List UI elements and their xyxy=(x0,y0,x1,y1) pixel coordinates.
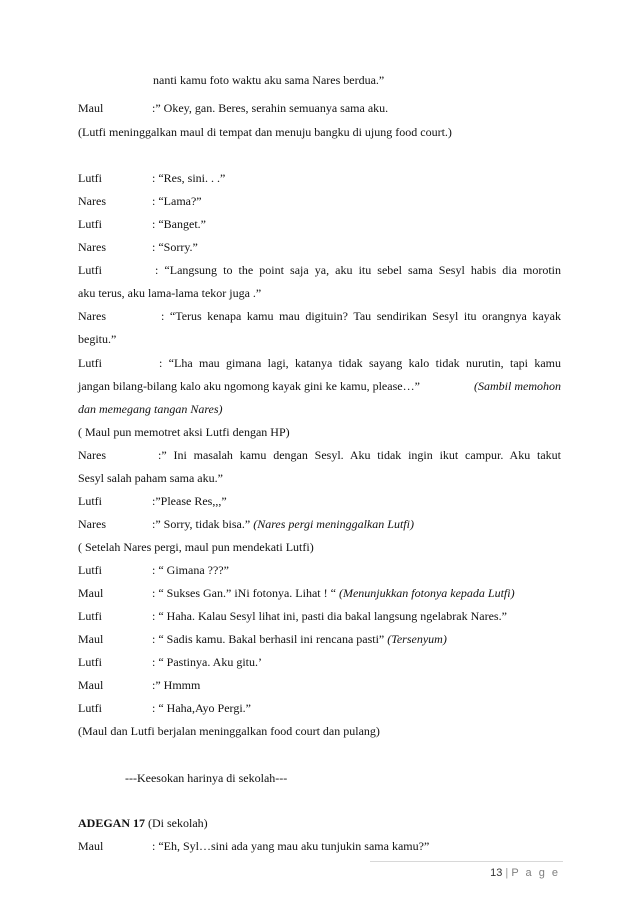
dialogue-text: :” Okey, gan. Beres, serahin semuanya sama aku. xyxy=(152,101,389,115)
speaker-name: Maul xyxy=(78,678,104,692)
dialogue-text: :” Ini masalah kamu dengan Sesyl. Aku tidak ingin ikut campur. Aku takut xyxy=(158,448,561,462)
dialogue-line-continuation: Sesyl salah paham sama aku.” xyxy=(78,471,223,485)
dialogue-text: : “Terus kenapa kamu mau digituin? Tau sendirikan Sesyl itu orangnya kayak xyxy=(161,309,561,323)
speaker-name: Lutfi xyxy=(78,563,102,577)
dialogue-text: : “Langsung to the point saja ya, aku itu sebel sama Sesyl habis dia morotin xyxy=(155,263,561,277)
dialogue-text: : “Sorry.” xyxy=(152,240,198,254)
dialogue-text: : “ Haha. Kalau Sesyl lihat ini, pasti dia bakal langsung ngelabrak Nares.” xyxy=(152,609,507,623)
speaker-name: Lutfi xyxy=(78,356,102,370)
dialogue-line-continuation: aku terus, aku lama-lama tekor juga .” xyxy=(78,286,262,300)
dialogue-text: : “Lha mau gimana lagi, katanya tidak sayang kalo tidak nurutin, tapi kamu xyxy=(159,356,561,370)
stage-direction: ( Setelah Nares pergi, maul pun mendekati Lutfi) xyxy=(78,540,314,554)
dialogue-text: : “ Sadis kamu. Bakal berhasil ini rencana pasti” xyxy=(152,632,385,646)
stage-direction-inline: (Nares pergi meninggalkan Lutfi) xyxy=(253,517,414,531)
scene-transition: ---Keesokan harinya di sekolah--- xyxy=(125,771,288,785)
dialogue-text: : “Banget.” xyxy=(152,217,206,231)
stage-direction-inline: (Menunjukkan fotonya kepada Lutfi) xyxy=(338,586,515,600)
dialogue-line-continuation xyxy=(78,379,561,393)
speaker-name: Maul xyxy=(78,101,104,115)
scene-heading xyxy=(78,816,208,830)
speaker-name: Lutfi xyxy=(78,263,102,277)
speaker-name: Maul xyxy=(78,839,104,853)
stage-direction: ( Maul pun memotret aksi Lutfi dengan HP) xyxy=(78,425,290,439)
dialogue-text: : “ Pastinya. Aku gitu.’ xyxy=(152,655,262,669)
speaker-name: Lutfi xyxy=(78,701,102,715)
dialogue-line-continuation: nanti kamu foto waktu aku sama Nares berdua.” xyxy=(153,73,385,87)
speaker-name: Lutfi xyxy=(78,655,102,669)
scene-number: ADEGAN 17 xyxy=(78,816,146,830)
dialogue-text: : “ Haha,Ayo Pergi.” xyxy=(152,701,251,715)
dialogue-text: :” Sorry, tidak bisa.” xyxy=(152,517,251,531)
speaker-name: Nares xyxy=(78,448,106,462)
dialogue-text: jangan bilang-bilang kalo aku ngomong kayak gini ke kamu, please…” xyxy=(78,379,420,393)
dialogue-text: :” Hmmm xyxy=(152,678,201,692)
dialogue-text: : “ Sukses Gan.” iNi fotonya. Lihat ! “ xyxy=(152,586,336,600)
dialogue-line-continuation: begitu.” xyxy=(78,332,117,346)
speaker-name: Lutfi xyxy=(78,609,102,623)
page-label: P a g e xyxy=(511,867,560,879)
stage-direction-inline: dan memegang tangan Nares) xyxy=(78,402,223,416)
speaker-name: Nares xyxy=(78,309,106,323)
footer-rule xyxy=(370,861,563,862)
dialogue-text: : “ Gimana ???” xyxy=(152,563,229,577)
page-footer xyxy=(490,867,560,879)
speaker-name: Lutfi xyxy=(78,217,102,231)
speaker-name: Lutfi xyxy=(78,171,102,185)
speaker-name: Lutfi xyxy=(78,494,102,508)
stage-direction-inline: (Tersenyum) xyxy=(387,632,447,646)
speaker-name: Nares xyxy=(78,194,106,208)
speaker-name: Maul xyxy=(78,586,104,600)
speaker-name: Maul xyxy=(78,632,104,646)
stage-direction-inline: (Sambil memohon xyxy=(474,379,561,393)
page-number: 13 xyxy=(490,867,503,879)
footer-separator: | xyxy=(505,867,509,879)
dialogue-text: : “Eh, Syl…sini ada yang mau aku tunjukin sama kamu?” xyxy=(152,839,430,853)
dialogue-text: :”Please Res,,,” xyxy=(152,494,227,508)
stage-direction: (Lutfi meninggalkan maul di tempat dan menuju bangku di ujung food court.) xyxy=(78,125,452,139)
speaker-name: Nares xyxy=(78,517,106,531)
stage-direction: (Maul dan Lutfi berjalan meninggalkan food court dan pulang) xyxy=(78,724,380,738)
scene-location: (Di sekolah) xyxy=(145,816,208,830)
dialogue-text: : “Res, sini. . .” xyxy=(152,171,226,185)
dialogue-text: : “Lama?” xyxy=(152,194,202,208)
speaker-name: Nares xyxy=(78,240,106,254)
